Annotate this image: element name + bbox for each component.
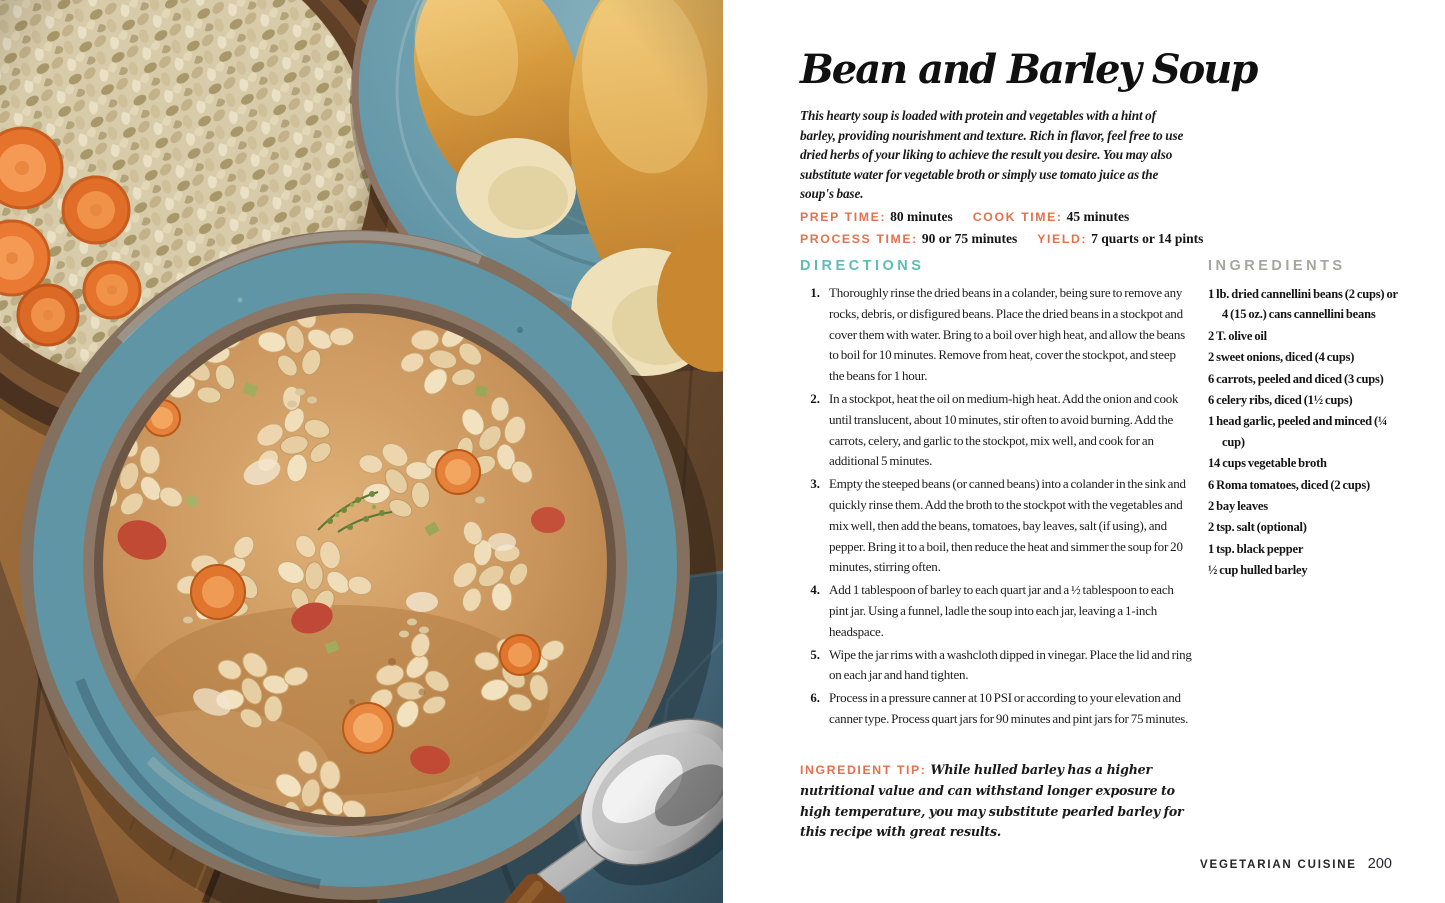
step-number: 4. <box>810 583 820 598</box>
recipe-meta <box>800 206 1220 250</box>
ingredient-item: 2 bay leaves <box>1208 499 1268 514</box>
yield-value: 7 quarts or 14 pints <box>1091 231 1204 246</box>
direction-step <box>800 645 1192 687</box>
process-time-value: 90 or 75 minutes <box>921 231 1018 246</box>
recipe-title: Bean and Barley Soup <box>800 46 1257 93</box>
ingredient-item: ½ cup hulled barley <box>1208 563 1308 578</box>
ingredient-tip <box>800 760 1196 843</box>
ingredients-list <box>1208 284 1400 582</box>
recipe-intro: This hearty soup is loaded with protein and vegetables with a hint of barley, providing nourishment and texture. Rich in flavor, feel free to use dried herbs of your liking to achieve the result you desire. You may also substitute water for vegetable broth or simply use tomato juice as the soup's base. <box>800 108 1184 202</box>
prep-time-label: PREP TIME: <box>800 210 887 224</box>
ingredient-item: 6 celery ribs, diced (1½ cups) <box>1208 393 1353 408</box>
ingredient-tip-label: INGREDIENT TIP: <box>800 763 927 777</box>
step-text: Process in a pressure canner at 10 PSI or according to your elevation and canner type. Process quart jars for 90 minutes and pint jars for 75 minutes. <box>829 690 1189 726</box>
footer-page-number: 200 <box>1367 856 1392 872</box>
ingredient-tip-text: While hulled barley has a higher nutritional value and can withstand longer exposure to high temperature, you may substitute pearled barley for this recipe with great results. <box>800 762 1184 840</box>
ingredient-item: 2 tsp. salt (optional) <box>1208 520 1307 535</box>
recipe-content <box>800 0 1398 903</box>
ingredient-item: 14 cups vegetable broth <box>1208 456 1327 471</box>
ingredient-item: 1 tsp. black pepper <box>1208 541 1304 556</box>
step-number: 3. <box>810 477 820 492</box>
step-number: 2. <box>810 391 820 406</box>
process-time-label: PROCESS TIME: <box>800 232 918 246</box>
ingredient-item: 6 carrots, peeled and diced (3 cups) <box>1208 371 1384 386</box>
footer-section-title: VEGETARIAN CUISINE <box>1200 859 1357 871</box>
prep-time-value: 80 minutes <box>890 209 953 224</box>
ingredient-item: 1 lb. dried cannellini beans (2 cups) or 4 (15 oz.) cans cannellini beans <box>1208 287 1398 322</box>
step-number: 6. <box>810 691 820 706</box>
step-number: 5. <box>810 647 820 662</box>
direction-step <box>800 389 1192 472</box>
direction-step <box>800 688 1192 730</box>
direction-step <box>800 474 1192 578</box>
meta-line-2 <box>800 228 1220 250</box>
yield-label: YIELD: <box>1037 232 1088 246</box>
cook-time-value: 45 minutes <box>1066 209 1130 224</box>
step-text: In a stockpot, heat the oil on medium-high heat. Add the onion and cook until translucent, about 10 minutes, stir often to avoid burning. Add the carrots, celery, and garlic to the stockpot, mix well, and cook for an additional 5 minutes. <box>829 390 1179 469</box>
direction-step <box>800 283 1192 387</box>
ingredient-item: 2 sweet onions, diced (4 cups) <box>1208 350 1355 365</box>
ingredient-item: 2 T. olive oil <box>1208 328 1267 343</box>
page-footer <box>992 856 1392 872</box>
ingredient-item: 6 Roma tomatoes, diced (2 cups) <box>1208 477 1371 492</box>
step-text: Empty the steeped beans (or canned beans) into a colander in the sink and quickly rinse them. Add the broth to the stockpot with the vegetables and mix well, then add the beans, tomatoes, bay leaves, salt (if using), and pepper. Bring it to a boil, then reduce the heat and simmer the soup for 20 minutes, stirring often. <box>829 476 1186 575</box>
ingredients-heading: INGREDIENTS <box>1208 258 1346 274</box>
directions-heading: DIRECTIONS <box>800 258 925 274</box>
meta-line-1 <box>800 206 1220 228</box>
step-number: 1. <box>810 286 820 300</box>
step-text: Thoroughly rinse the dried beans in a colander, being sure to remove any rocks, debris, or disfigured beans. Place the dried beans in a stockpot and cover them with water. Bring to a boil over high heat, and allow the beans to boil for 10 minutes. Remove from heat, cover the stockpot, and steep the beans for 1 hour. <box>829 285 1186 384</box>
cook-time-label: COOK TIME: <box>972 210 1063 224</box>
directions-list <box>800 283 1192 732</box>
direction-step <box>800 580 1192 642</box>
ingredient-item: 1 head garlic, peeled and minced (¼ cup) <box>1208 414 1388 449</box>
step-text: Add 1 tablespoon of barley to each quart jar and a ½ tablespoon to each pint jar. Using a funnel, ladle the soup into each jar, leaving a 1-inch headspace. <box>829 582 1174 639</box>
step-text: Wipe the jar rims with a washcloth dipped in vinegar. Place the lid and ring on each jar and hand tighten. <box>829 646 1192 683</box>
